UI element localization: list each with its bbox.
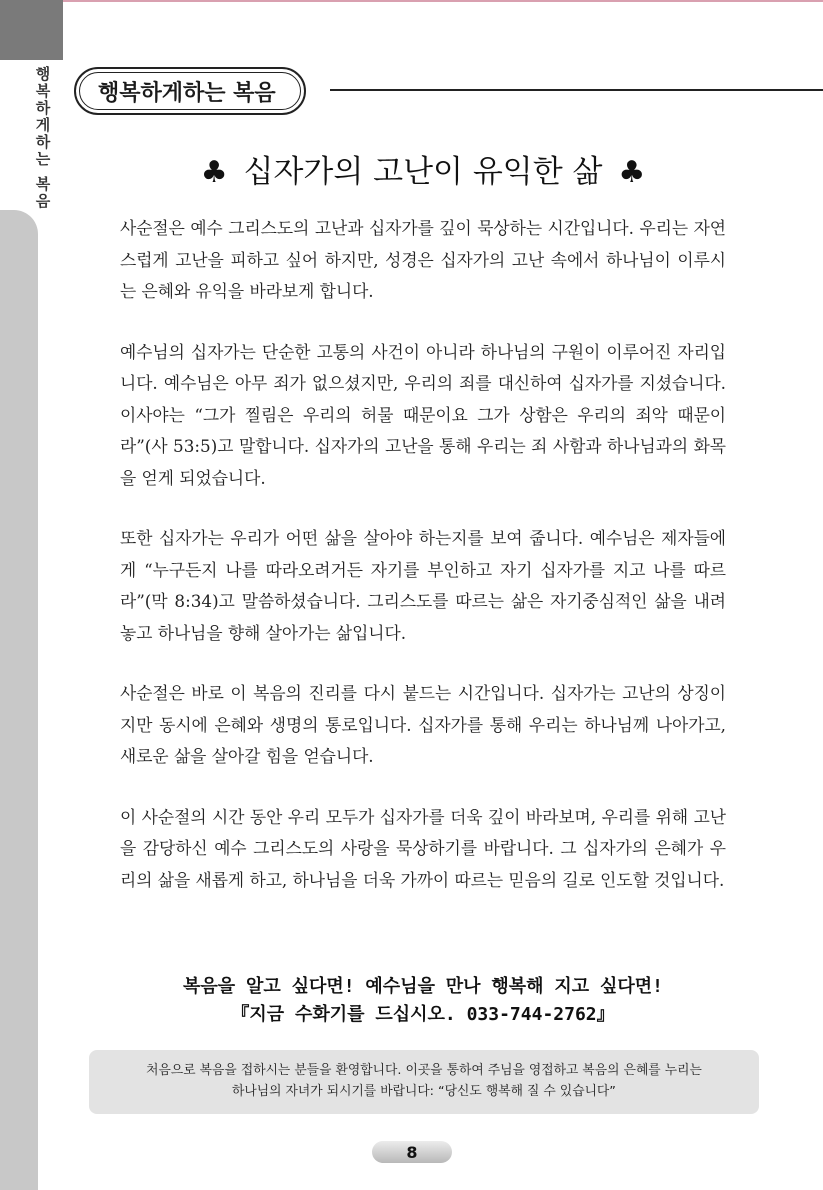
sidebar-char: 하: [35, 99, 51, 117]
sidebar-char: 복: [35, 175, 51, 193]
cta-phone-line: 『지금 수화기를 드십시오. 033-744-2762』: [231, 1004, 615, 1025]
cta-line: 복음을 알고 싶다면! 예수님을 만나 행복해 지고 싶다면!: [182, 976, 664, 997]
notice-line: 하나님의 자녀가 되시기를 바랍니다: “당신도 행복해 질 수 있습니다”: [232, 1084, 616, 1099]
top-border: [0, 0, 823, 2]
sidebar-char: 는: [35, 150, 51, 168]
call-to-action: [120, 973, 726, 1029]
section-header-pill: [74, 67, 306, 115]
article-title-row: [120, 146, 726, 191]
article-paragraph: 사순절은 바로 이 복음의 진리를 다시 붙드는 시간입니다. 십자가는 고난의 상징이지만 동시에 은혜와 생명의 통로입니다. 십자가를 통해 우리는 하나님께 나아가고, 새로운 삶을 살아갈 힘을 얻습니다.: [120, 683, 726, 766]
page-number: 8: [406, 1142, 418, 1162]
sidebar-char: 행: [35, 65, 51, 83]
sidebar-char: 복: [35, 82, 51, 100]
sidebar-grey-band: [0, 210, 38, 1190]
club-suit-icon: ♣: [618, 155, 646, 190]
notice-line: 처음으로 복음을 접하시는 분들을 환영합니다. 이곳을 통하여 주님을 영접하고 복음의 은혜를 누리는: [146, 1063, 702, 1078]
article-body: [120, 213, 726, 925]
article-title: 십자가의 고난이 유익한 삶: [243, 154, 603, 190]
article-paragraph: 이 사순절의 시간 동안 우리 모두가 십자가를 더욱 깊이 바라보며, 우리를 위해 고난을 감당하신 예수 그리스도의 사랑을 묵상하기를 바랍니다. 그 십자가의 은혜가 우리의 삶을 새롭게 하고, 하나님을 더욱 가까이 따르는 믿음의 길로 인도할 것입니다.: [120, 806, 726, 890]
page-number-badge: [372, 1141, 452, 1163]
welcome-notice-box: [89, 1050, 759, 1114]
sidebar-char: 게: [35, 116, 51, 134]
sidebar-vertical-title: [32, 66, 54, 210]
sidebar-char: 하: [35, 133, 51, 151]
article-paragraph: 예수님의 십자가는 단순한 고통의 사건이 아니라 하나님의 구원이 이루어진 자리입니다. 예수님은 아무 죄가 없으셨지만, 우리의 죄를 대신하여 십자가를 지셨습니다. 이사야는 “그가 찔림은 우리의 허물 때문이요 그가 상함은 우리의 죄악 때문이라”(사 53:5)고 말합니다. 십자가의 고난을 통해 우리는 죄 사함과 하나님과의 화목을 얻게 되었습니다.: [120, 341, 726, 488]
section-header-rule: [330, 89, 823, 91]
article-paragraph: 또한 십자가는 우리가 어떤 삶을 살아야 하는지를 보여 줍니다. 예수님은 제자들에게 “누구든지 나를 따라오려거든 자기를 부인하고 자기 십자가를 지고 나를 따르라”(막 8:34)고 말씀하셨습니다. 그리스도를 따르는 삶은 자기중심적인 삶을 내려놓고 하나님을 향해 살아가는 삶입니다.: [120, 528, 726, 643]
article-paragraph: 사순절은 예수 그리스도의 고난과 십자가를 깊이 묵상하는 시간입니다. 우리는 자연스럽게 고난을 피하고 싶어 하지만, 성경은 십자가의 고난 속에서 하나님이 이루시는 은혜와 유익을 바라보게 합니다.: [120, 218, 726, 301]
sidebar-char: 음: [35, 192, 51, 210]
sidebar-dark-block: [0, 0, 63, 60]
section-title: 행복하게하는 복음: [98, 80, 276, 106]
club-suit-icon: ♣: [200, 155, 228, 190]
